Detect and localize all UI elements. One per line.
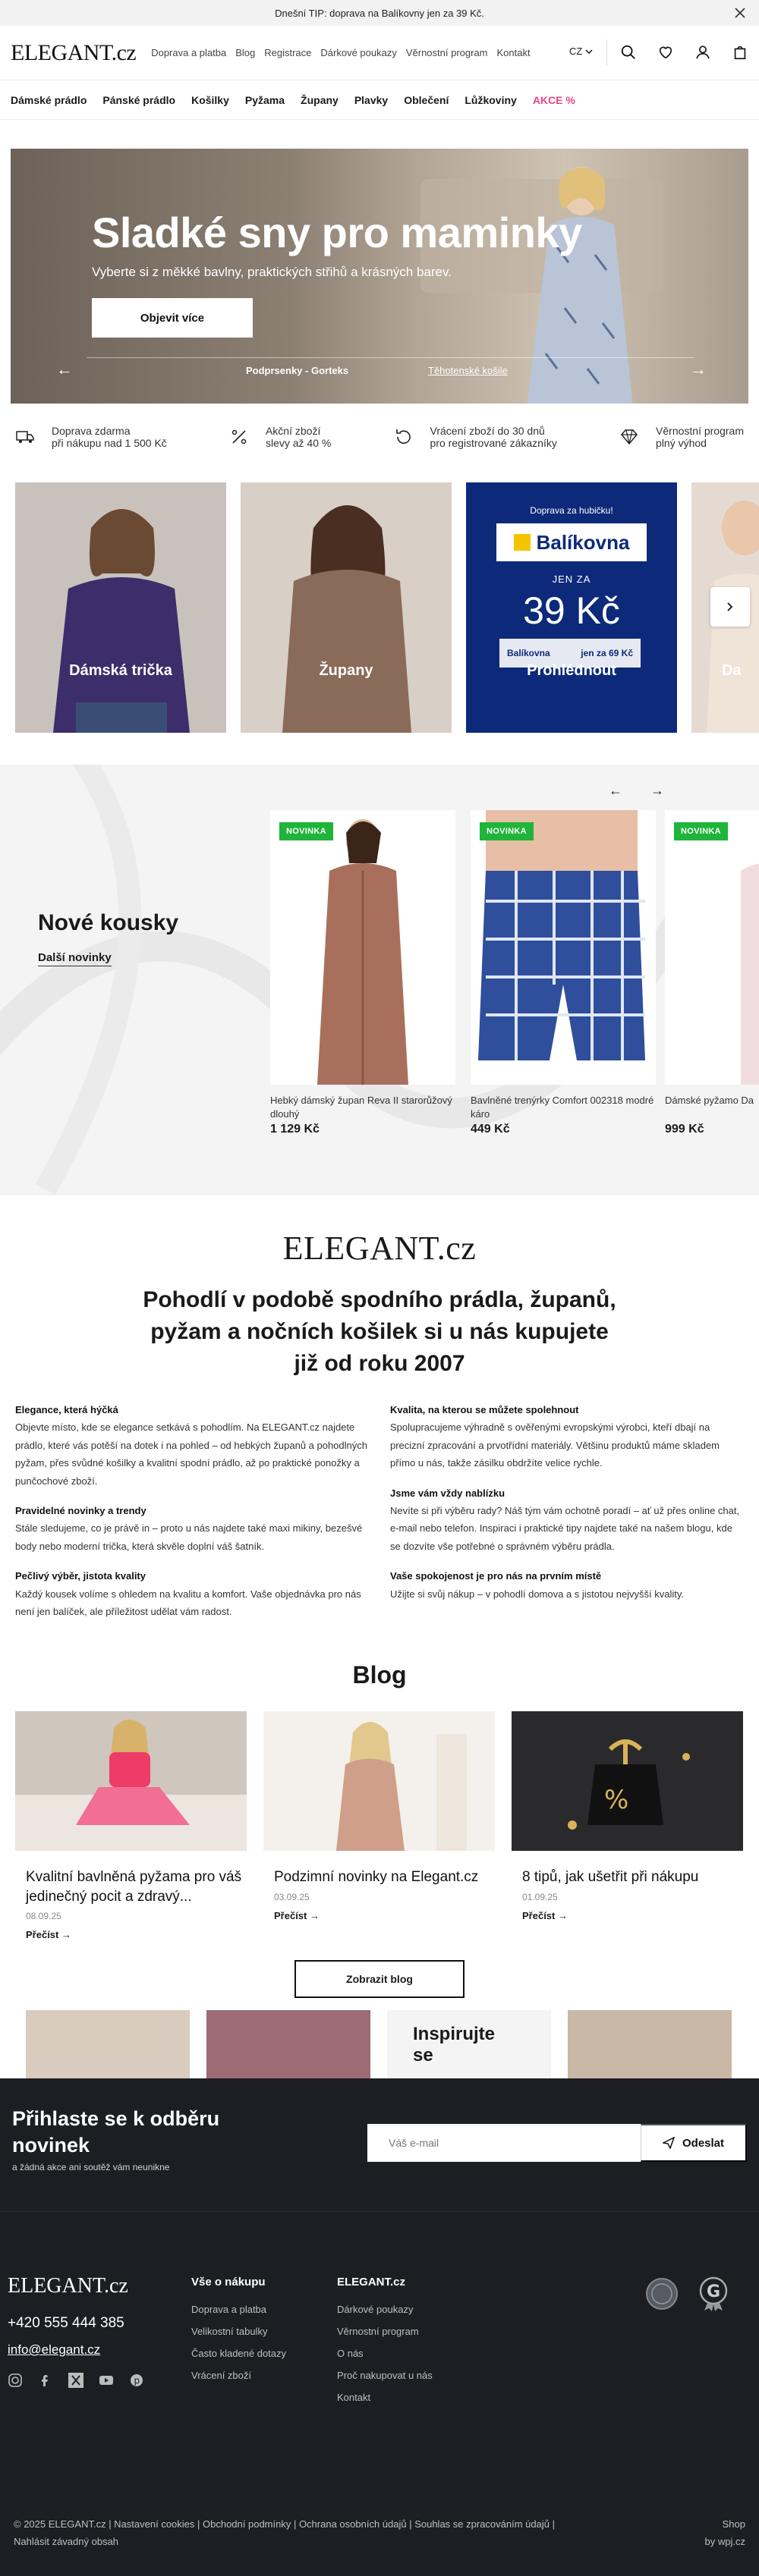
- product-image: [471, 810, 656, 1085]
- divider: [606, 39, 607, 65]
- svg-text:%: %: [604, 1785, 629, 1815]
- newsletter-subtitle: a žádná akce ani soutěž vám neunikne: [12, 2162, 170, 2172]
- category-carousel: [15, 482, 759, 733]
- blog-post-image: [263, 1711, 495, 1851]
- certification-badge-icon[interactable]: [644, 2276, 680, 2312]
- new-products-more-link[interactable]: Další novinky: [38, 951, 112, 966]
- about-column-right: [390, 1401, 744, 1620]
- about-block-text: Objevte místo, kde se elegance setkává s pohodlím. Na ELEGANT.cz najdete prádlo, které vás potěší na dotek i na pohled – od hebkých županů a pohodlných pyžam, přes svůdné košilky a kvalitní spodní prádlo, až po praktické ponožky a punčochové zboží.: [15, 1422, 367, 1487]
- newsletter-submit-label: Odeslat: [682, 2136, 725, 2150]
- hero-slide-tab-2[interactable]: Těhotenské košile: [428, 365, 508, 376]
- blog-section: [0, 1661, 759, 1985]
- footer-link[interactable]: Často kladené dotazy: [191, 2348, 287, 2359]
- arrow-left-icon[interactable]: ←: [609, 783, 622, 798]
- close-icon[interactable]: [733, 6, 747, 20]
- inspiration-title-card: [387, 2010, 551, 2078]
- footer-column-company: [337, 2276, 433, 2414]
- product-image: [665, 810, 759, 1085]
- usp-title: Vrácení zboží do 30 dnů: [430, 425, 545, 437]
- svg-text:p: p: [134, 2375, 140, 2386]
- usp-item: [394, 425, 557, 449]
- facebook-icon[interactable]: [38, 2373, 53, 2388]
- return-icon: [394, 427, 414, 447]
- product-card[interactable]: [665, 810, 759, 1136]
- instagram-icon[interactable]: [8, 2373, 23, 2388]
- category-link-swimwear[interactable]: Plavky: [354, 93, 389, 106]
- report-content-link[interactable]: Nahlásit závadný obsah: [14, 2536, 119, 2548]
- category-link-bedding[interactable]: Lůžkoviny: [465, 93, 517, 106]
- footer-logo[interactable]: ELEGANT.cz: [8, 2274, 128, 2298]
- about-block-text: Nevíte si při výběru rady? Náš tým vám ochotně poradí – ať už přes online chat, e-mail nebo telefon. Inspiraci i praktické tipy najdete také na našem blogu, kde se dozvíte vše potřebné o správném výběru prádla.: [390, 1504, 740, 1552]
- blog-read-label: Přečíst: [274, 1909, 307, 1921]
- footer-column-shopping: [191, 2276, 286, 2392]
- about-section: [0, 1229, 759, 1620]
- blog-post-card[interactable]: [512, 1711, 743, 1921]
- blog-post-image: [15, 1711, 247, 1851]
- heart-icon[interactable]: [657, 44, 674, 61]
- social-links: [8, 2373, 144, 2388]
- product-photo: [665, 810, 759, 1085]
- inspiration-title-2: se: [413, 2045, 433, 2066]
- promo-tip-text: Dnešní TIP: doprava na Balíkovny jen za 39 Kč.: [275, 7, 484, 19]
- usp-title: Akční zboží: [265, 425, 321, 437]
- newsletter-email-input[interactable]: [367, 2124, 641, 2162]
- product-price: 1 129 Kč: [270, 1123, 320, 1136]
- truck-icon: [15, 427, 35, 447]
- about-block-title: Vaše spokojenost je pro nás na prvním místě: [390, 1570, 602, 1582]
- blog-photo: [512, 1711, 743, 1851]
- usp-subtitle: při nákupu nad 1 500 Kč: [52, 437, 167, 449]
- about-logo: ELEGANT.cz: [282, 1230, 477, 1267]
- promo-box-price: jen za 69 Kč: [581, 648, 633, 658]
- arrow-right-icon: →: [61, 1929, 71, 1941]
- footer-link[interactable]: Vrácení zboží: [191, 2370, 252, 2381]
- promo-top-text: Doprava za hubičku!: [530, 505, 613, 516]
- arrow-right-icon: →: [310, 1909, 320, 1921]
- usp-subtitle: plný výhod: [656, 437, 707, 449]
- chevron-down-icon: [585, 49, 593, 54]
- blog-post-title: Kvalitní bavlněná pyžama pro váš jedinečný pocit a zdravý...: [26, 1869, 242, 1905]
- nav-link-loyalty[interactable]: Věrnostní program: [405, 47, 488, 58]
- footer-link[interactable]: Věrnostní program: [337, 2326, 419, 2337]
- footer-link[interactable]: Dárkové poukazy: [337, 2304, 414, 2315]
- percent-icon: [229, 427, 249, 447]
- balikovna-logo-icon: [514, 534, 531, 551]
- category-image: [15, 482, 226, 733]
- hero-model-image: [512, 156, 648, 404]
- footer-credit: [705, 2515, 745, 2551]
- top-navigation: [151, 47, 530, 58]
- category-tile-robes[interactable]: [241, 482, 452, 733]
- arrow-left-icon[interactable]: ←: [56, 360, 73, 379]
- shopping-bag-icon[interactable]: [732, 44, 748, 61]
- pinterest-icon[interactable]: [129, 2373, 144, 2388]
- promo-brand: Balíkovna: [536, 530, 630, 554]
- promo-box-brand: Balíkovna: [507, 648, 550, 658]
- category-link-mens-underwear[interactable]: Pánské prádlo: [102, 93, 176, 106]
- blog-read-link[interactable]: [512, 1910, 743, 1921]
- usp-item: [229, 425, 331, 449]
- svg-text:G: G: [707, 2282, 721, 2301]
- newsletter-section: [0, 2078, 759, 2211]
- product-card[interactable]: [270, 810, 455, 1136]
- category-link-sale[interactable]: AKCE %: [532, 93, 575, 106]
- about-heading: Pohodlí v podobě spodního prádla, županů, pyžam a nočních košilek si u nás kupujete již od roku 2007: [143, 1287, 616, 1376]
- about-block-text: Užijte si svůj nákup – v pohodlí domova a s jistotou nejvyšší kvality.: [390, 1588, 685, 1600]
- youtube-icon[interactable]: [99, 2373, 114, 2388]
- site-header: [0, 26, 759, 80]
- promo-price: 39 Kč: [523, 589, 620, 632]
- search-icon[interactable]: [620, 44, 637, 61]
- chevron-right-icon: [725, 602, 735, 612]
- footer-legal-links[interactable]: © 2025 ELEGANT.cz | Nastavení cookies | Obchodní podmínky | Ochrana osobních údajů | Souhlas se zpracováním údajů |: [14, 2518, 555, 2530]
- category-link-nightgowns[interactable]: Košilky: [191, 93, 229, 106]
- footer-column-title: Vše o nákupu: [191, 2276, 266, 2289]
- promo-topbar: [0, 0, 759, 26]
- new-products-section: [0, 765, 759, 1195]
- footer-link[interactable]: Doprava a platba: [191, 2304, 267, 2315]
- product-price: 999 Kč: [665, 1123, 704, 1136]
- category-tile-balikovna-promo[interactable]: [466, 482, 677, 733]
- hero-slide-tab-1[interactable]: Podprsenky - Gorteks: [246, 365, 349, 376]
- balikovna-logo: [496, 523, 647, 561]
- blog-post-title: Podzimní novinky na Elegant.cz: [274, 1869, 479, 1885]
- footer-email[interactable]: info@elegant.cz: [8, 2342, 101, 2357]
- language-code: CZ: [569, 46, 583, 57]
- nav-link-registration[interactable]: Registrace: [264, 47, 312, 58]
- arrow-right-icon: →: [558, 1909, 568, 1921]
- nav-link-contact[interactable]: Kontakt: [496, 47, 531, 58]
- footer-link[interactable]: Kontakt: [337, 2392, 371, 2403]
- arrow-right-icon[interactable]: →: [690, 360, 707, 379]
- about-block-text: Stále sledujeme, co je právě in – proto u nás najdete také maxi mikiny, bezešvé body nebo moderní trička, která skvěle doplní váš šatník.: [15, 1522, 363, 1552]
- footer-link[interactable]: Proč nakupovat u nás: [337, 2370, 433, 2381]
- hero-subtitle: Vyberte si z měkké bavlny, praktických střihů a krásných barev.: [92, 265, 452, 279]
- show-blog-button[interactable]: Zobrazit blog: [294, 1960, 465, 1998]
- inspiration-image[interactable]: [206, 2010, 370, 2078]
- blog-post-card[interactable]: [263, 1711, 495, 1921]
- blog-read-label: Přečíst: [26, 1929, 59, 1941]
- category-navigation: [0, 80, 759, 120]
- nav-link-shipping[interactable]: Doprava a platba: [151, 47, 227, 58]
- newsletter-title: Přihlaste se k odběru novinek: [12, 2107, 220, 2157]
- footer-credit-line2[interactable]: by wpj.cz: [704, 2536, 745, 2548]
- send-icon: [663, 2137, 675, 2149]
- blog-post-image: [512, 1711, 743, 1851]
- category-tile-label: Prohlédnout: [527, 662, 616, 679]
- category-link-womens-underwear[interactable]: Dámské prádlo: [11, 93, 87, 106]
- inspiration-title: Inspirujte: [413, 2024, 496, 2044]
- category-tile-label: Župany: [319, 662, 373, 679]
- usp-title: Doprava zdarma: [52, 425, 131, 437]
- inspiration-image[interactable]: [568, 2010, 732, 2078]
- product-photo: [471, 810, 656, 1085]
- blog-title: Blog: [352, 1661, 407, 1689]
- about-block-title: Pravidelné novinky a trendy: [15, 1504, 146, 1516]
- blog-post-date: 01.09.25: [522, 1891, 558, 1902]
- blog-read-link[interactable]: [15, 1929, 247, 1940]
- hero-slider-divider: [87, 357, 694, 358]
- usp-subtitle: slevy až 40 %: [265, 437, 332, 449]
- usp-item: [15, 425, 167, 449]
- category-tile-womens-tshirts[interactable]: [15, 482, 226, 733]
- category-link-clothing[interactable]: Oblečení: [404, 93, 449, 106]
- usp-subtitle: pro registrované zákazníky: [430, 437, 557, 449]
- blog-read-label: Přečíst: [522, 1909, 556, 1921]
- trust-badges: [644, 2276, 732, 2312]
- blog-read-link[interactable]: [263, 1910, 495, 1921]
- product-badge: NOVINKA: [480, 822, 534, 840]
- google-rating-badge-icon[interactable]: [695, 2276, 732, 2312]
- usp-title: Věrnostní program: [656, 425, 744, 437]
- nav-link-blog[interactable]: Blog: [235, 47, 256, 58]
- blog-post-date: 08.09.25: [26, 1911, 61, 1922]
- blog-photo: [263, 1711, 495, 1851]
- product-image: [270, 810, 455, 1085]
- category-image: [241, 482, 452, 733]
- user-icon[interactable]: [694, 44, 711, 61]
- product-name: Hebký dámský župan Reva II starorůžový dlouhý: [270, 1095, 452, 1120]
- product-name: Dámské pyžamo Da: [665, 1095, 754, 1106]
- about-columns: [0, 1401, 759, 1620]
- about-column-left: [15, 1401, 369, 1620]
- about-block-text: Spolupracujeme výhradně s ověřenými evropskými výrobci, kteří dbají na precizní zpracování a prvotřídní materiály. Většinu produktů máme skladem přímo u nás, takže zásilku obdržíte velice rychle.: [390, 1422, 720, 1469]
- hero-banner: [11, 149, 748, 404]
- hero-cta-button[interactable]: Objevit více: [92, 298, 253, 338]
- footer-link[interactable]: Velikostní tabulky: [191, 2326, 268, 2337]
- carousel-next-button[interactable]: [710, 587, 750, 627]
- arrow-right-icon[interactable]: →: [650, 783, 664, 798]
- hero-title: Sladké sny pro maminky: [92, 209, 582, 256]
- newsletter-submit-button[interactable]: [641, 2124, 747, 2162]
- product-price: 449 Kč: [471, 1123, 510, 1136]
- product-card[interactable]: [471, 810, 656, 1136]
- language-selector[interactable]: [569, 46, 593, 57]
- footer-link[interactable]: O nás: [337, 2348, 364, 2359]
- product-photo: [270, 810, 455, 1085]
- product-name: Bavlněné trenýrky Comfort 002318 modré káro: [471, 1095, 654, 1120]
- blog-post-date: 03.09.25: [274, 1891, 310, 1902]
- header-icons: [620, 44, 748, 61]
- about-block-title: Kvalita, na kterou se můžete spolehnout: [390, 1404, 579, 1415]
- category-link-robes[interactable]: Župany: [301, 93, 339, 106]
- blog-photo: [15, 1711, 247, 1851]
- x-twitter-icon[interactable]: [68, 2373, 83, 2388]
- category-tile-label: Da: [722, 662, 742, 679]
- site-logo[interactable]: ELEGANT.cz: [11, 39, 137, 65]
- about-block-title: Jsme vám vždy nablízku: [390, 1487, 505, 1499]
- about-block-title: Pečlivý výběr, jistota kvality: [15, 1570, 146, 1582]
- diamond-icon: [619, 427, 639, 447]
- category-tile-label: Dámská trička: [69, 662, 172, 679]
- blog-post-title: 8 tipů, jak ušetřit při nákupu: [522, 1869, 699, 1885]
- site-footer: [0, 2211, 759, 2576]
- inspiration-image[interactable]: [26, 2010, 190, 2078]
- product-badge: NOVINKA: [674, 822, 728, 840]
- inspiration-strip: [0, 2010, 759, 2078]
- product-badge: NOVINKA: [279, 822, 333, 840]
- about-block-text: Každý kousek volíme s ohledem na kvalitu a komfort. Vaše objednávka pro nás není jen balíček, ale příležitost udělat vám radost.: [15, 1588, 361, 1617]
- footer-credit-line1: Shop: [722, 2518, 745, 2530]
- blog-post-card[interactable]: [15, 1711, 247, 1940]
- footer-column-title: ELEGANT.cz: [337, 2276, 406, 2289]
- new-products-title: Nové kousky: [38, 910, 179, 935]
- footer-phone[interactable]: +420 555 444 385: [8, 2315, 124, 2331]
- usp-bar: [15, 425, 744, 449]
- promo-from-text: JEN ZA: [552, 573, 591, 585]
- usp-item: [619, 425, 744, 449]
- category-link-pajamas[interactable]: Pyžama: [244, 93, 285, 106]
- nav-link-gift-cards[interactable]: Dárkové poukazy: [320, 47, 397, 58]
- about-block-title: Elegance, která hýčká: [15, 1404, 118, 1415]
- footer-legal: [14, 2515, 745, 2551]
